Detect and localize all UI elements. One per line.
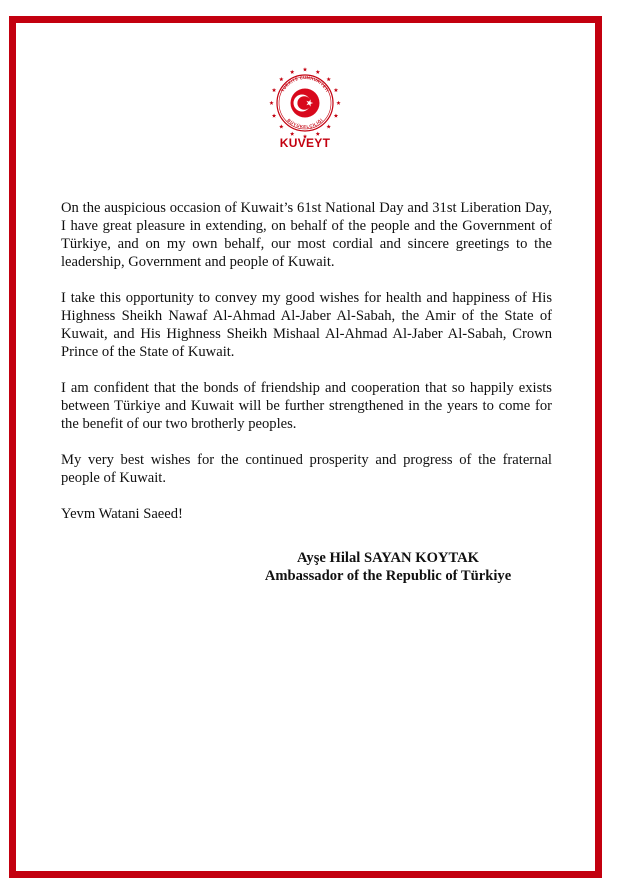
signatory-name: Ayşe Hilal SAYAN KOYTAK <box>296 550 480 566</box>
paragraph-good-wishes: I take this opportunity to convey my good wishes for health and happiness of His Highness Sheikh Nawaf Al-Ahmad Al-Jaber Al-Sabah, the Amir of the State of Kuwait, and His Highness Sheikh Mishaal Al-Ahmad Al-Jaber Al-Sabah, Crown Prince of the State of Kuwait. <box>61 290 552 360</box>
letter-body <box>61 199 552 541</box>
signature-block <box>250 549 526 585</box>
turkish-embassy-emblem-icon <box>267 65 343 141</box>
emblem-top-text: TÜRKİYE CUMHURİYETİ <box>280 74 330 93</box>
svg-text:BÜYÜKELÇİLİĞİ: BÜYÜKELÇİLİĞİ <box>286 117 324 130</box>
mission-label: KUVEYT <box>279 136 331 150</box>
signatory-title: Ambassador of the Republic of Türkiye <box>264 568 512 584</box>
paragraph-prosperity: My very best wishes for the continued prosperity and progress of the fraternal people of Kuwait. <box>61 452 552 486</box>
closing-line: Yevm Watani Saeed! <box>61 506 183 522</box>
paragraph-friendship: I am confident that the bonds of friendship and cooperation that so happily exists between Türkiye and Kuwait will be further strengthened in the years to come for the benefit of our two brotherly peoples. <box>61 380 552 432</box>
paragraph-greeting: On the auspicious occasion of Kuwait’s 61st National Day and 31st Liberation Day, I have great pleasure in extending, on behalf of the people and the Government of Türkiye, and on my own behalf, our most cordial and sincere greetings to the leadership, Government and people of Kuwait. <box>61 200 552 270</box>
